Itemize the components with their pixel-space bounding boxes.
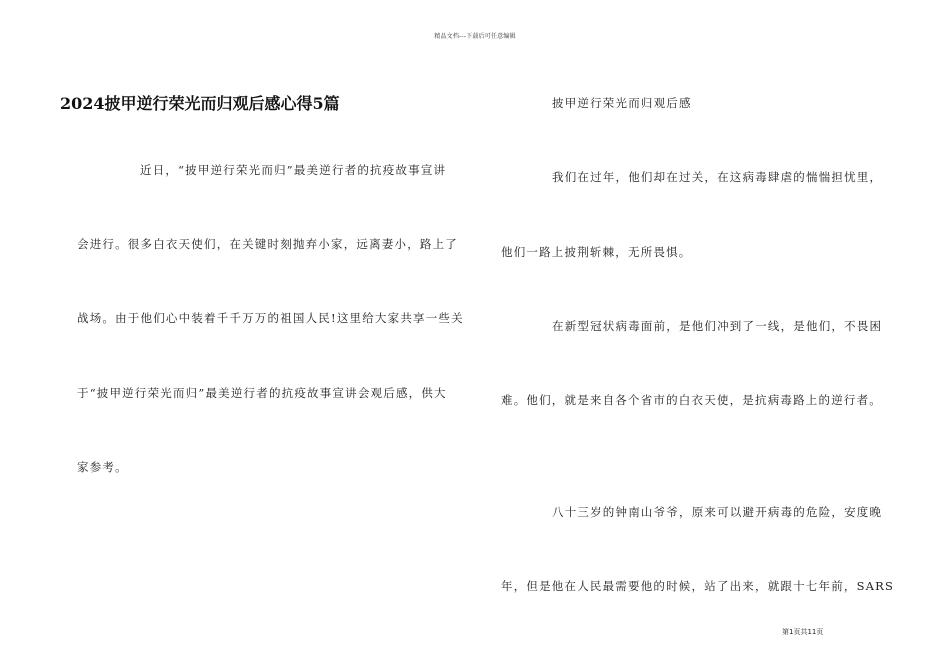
section-heading: 披甲逆行荣光而归观后感 — [552, 96, 692, 110]
paragraph-line: 难。他们，就是来自各个省市的白衣天使，是抗病毒路上的逆行者。 — [501, 393, 882, 407]
paragraph-line: 他们一路上披荆斩棘，无所畏惧。 — [501, 245, 692, 259]
paragraph-line: 八十三岁的钟南山爷爷，原来可以避开病毒的危险，安度晚 — [552, 505, 883, 519]
paragraph-line: 战场。由于他们心中装着千千万万的祖国人民!这里给大家共享一些关 — [77, 311, 464, 325]
paragraph-line: 家参考。 — [77, 460, 128, 474]
paragraph-line: 近日，“披甲逆行荣光而归”最美逆行者的抗疫故事宣讲 — [140, 163, 447, 177]
paragraph-line: 在新型冠状病毒面前，是他们冲到了一线，是他们，不畏困 — [552, 319, 883, 333]
document-title: 2024披甲逆行荣光而归观后感心得5篇 — [60, 94, 340, 113]
paragraph-line: 于“披甲逆行荣光而归”最美逆行者的抗疫故事宣讲会观后感，供大 — [77, 386, 447, 400]
paragraph-line: 会进行。很多白衣天使们，在关键时刻抛弃小家，远离妻小，路上了 — [77, 237, 458, 251]
paragraph-line: 年，但是他在人民最需要他的时候，站了出来，就跟十七年前，SARS — [501, 579, 895, 593]
header-note: 精品文档---下载后可任意编辑 — [434, 33, 516, 40]
page-number: 第1页共11页 — [782, 628, 824, 636]
paragraph-line: 我们在过年，他们却在过关，在这病毒肆虐的惴惴担忧里， — [552, 170, 883, 184]
